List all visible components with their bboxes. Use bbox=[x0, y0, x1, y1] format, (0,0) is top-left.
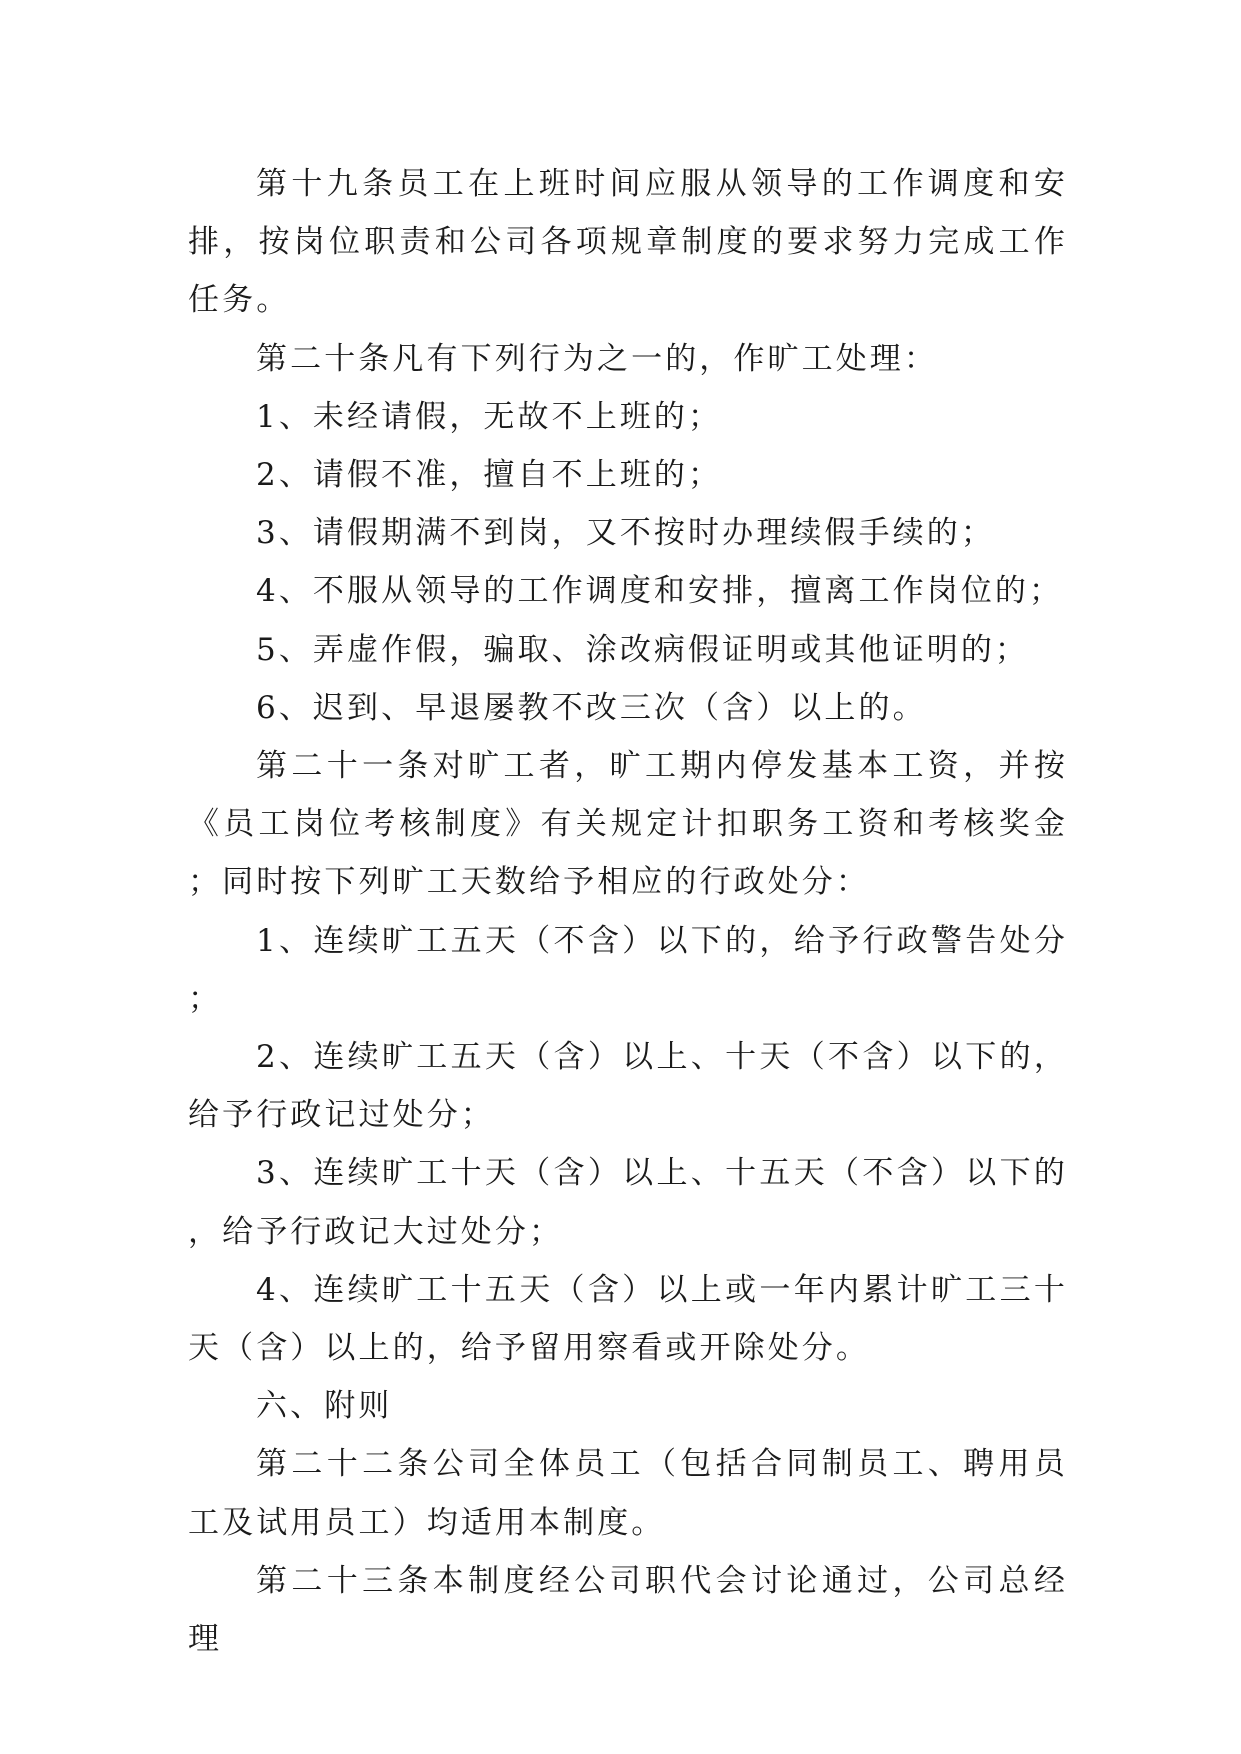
article-21-item-1: 1、连续旷工五天（不含）以下的，给予行政警告处分； bbox=[188, 922, 1068, 1017]
article-21-item-4: 4、连续旷工十五天（含）以上或一年内累计旷工三十天（含）以上的，给予留用察看或开除处分。 bbox=[188, 1271, 1068, 1367]
article-19-paragraph: 第十九条员工在上班时间应服从领导的工作调度和安排，按岗位职责和公司各项规章制度的要求努力完成工作任务。 bbox=[188, 166, 1068, 319]
article-21-item-3: 3、连续旷工十天（含）以上、十五天（不含）以下的，给予行政记大过处分； bbox=[188, 1155, 1068, 1250]
article-20-item-2: 2、请假不准，擅自不上班的； bbox=[256, 457, 723, 494]
section-6-heading: 六、附则 bbox=[256, 1388, 393, 1425]
article-23-paragraph: 第二十三条本制度经公司职代会讨论通过，公司总经理 bbox=[188, 1562, 1068, 1658]
article-20-item-3: 3、请假期满不到岗，又不按时办理续假手续的； bbox=[256, 515, 995, 552]
article-20-item-5: 5、弄虚作假，骗取、涂改病假证明或其他证明的； bbox=[256, 631, 1030, 668]
article-21-paragraph: 第二十一条对旷工者，旷工期内停发基本工资，并按《员工岗位考核制度》有关规定计扣职务工资和考核奖金；同时按下列旷工天数给予相应的行政处分： bbox=[188, 748, 1068, 901]
article-20-item-6: 6、迟到、早退屡教不改三次（含）以上的。 bbox=[256, 689, 927, 726]
article-20-paragraph: 第二十条凡有下列行为之一的，作旷工处理： bbox=[256, 340, 938, 377]
article-21-item-2: 2、连续旷工五天（含）以上、十天（不含）以下的，给予行政记过处分； bbox=[188, 1039, 1068, 1134]
document-body bbox=[188, 155, 1068, 1668]
article-20-item-1: 1、未经请假，无故不上班的； bbox=[256, 398, 723, 435]
article-22-paragraph: 第二十二条公司全体员工（包括合同制员工、聘用员工及试用员工）均适用本制度。 bbox=[188, 1446, 1068, 1541]
article-20-item-4: 4、不服从领导的工作调度和安排，擅离工作岗位的； bbox=[256, 573, 1064, 610]
